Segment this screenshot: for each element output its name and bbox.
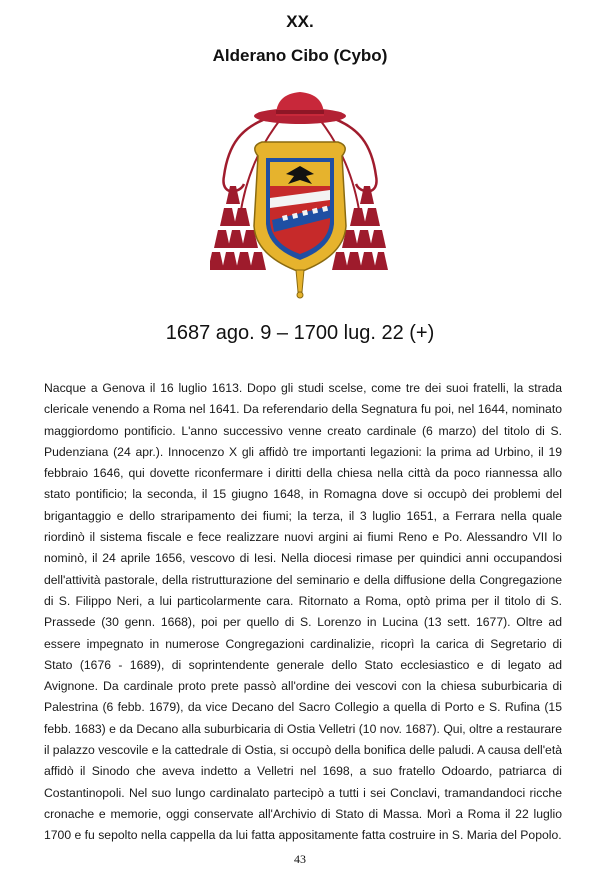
page-number: 43 <box>294 852 306 866</box>
cardinal-coat-of-arms-icon <box>210 86 390 306</box>
tenure-dates: 1687 ago. 9 – 1700 lug. 22 (+) <box>165 322 435 344</box>
biography-paragraph: Nacque a Genova il 16 luglio 1613. Dopo gli studi scelse, come tre dei suoi fratelli, la strada clericale venendo a Roma nel 1641. Da referendario della Segnatura fu poi, nel 1644, nominato maggiordomo pontificio. L'anno successivo venne creato cardinale (6 marzo) del titolo di S. Pudenziana (24 apr.). Innocenzo X gli affidò tre importanti legazioni: la prima ad Urbino, il 19 febbraio 1646, qui dovette riconfermare i diritti della chiesa nella città da poco riannessa allo stato pontificio; la seconda, il 15 giugno 1648, in Romagna dove si occupò dei problemi del brigantaggio e dello straripamento dei fiumi; la terza, il 3 luglio 1651, a Ferrara nella quale riordinò il sistema fiscale e fece realizzare nuovi argini ai fiumi Reno e Po. Alessandro VII lo nominò, il 24 aprile 1656, vescovo di Iesi. Nella diocesi rimase per quindici anni occupandosi dell'attività pastorale, della ristrutturazione del seminario e della diffusione della Congregazione di S. Filippo Neri, a lui particolarmente cara. Ritornato a Roma, optò prima per il titolo di S. Prassede (30 genn. 1668), poi per quello di S. Lorenzo in Lucina (13 sett. 1677). Oltre ad essere impegnato in numerose Congregazioni cardinalizie, ricoprì la carica di Segretario di Stato (1676 - 1689), di soprintendente generale dello Stato ecclesiastico e di legato ad Avignone. Da cardinale proto prete passò all'ordine dei vescovi con la chiesa suburbicaria di Palestrina (6 febb. 1679), da vice Decano del Sacro Collegio a quella di Porto e S. Rufina (15 febb. 1683) e da Decano alla suburbicaria di Ostia Velletri (10 nov. 1687). Qui, oltre a restaurare il palazzo vescovile e la cattedrale di Ostia, si occupò della bonifica delle paludi. A causa dell'età affidò il Sinodo che aveva indetto a Velletri nel 1698, a suo fratello Odoardo, patriarca di Costantinopoli. Nel suo lungo cardinalato partecipò a tutti i sei Conclavi, tramandandoci ricche cronache e memorie, oggi conservate all'Archivio di Stato di Massa. Morì a Roma il 22 luglio 1700 e fu sepolto nella cappella da lui fatta appositamente fatta costruire in S. Maria del Popolo. <box>44 381 562 843</box>
chapter-numeral: XX. <box>286 12 314 31</box>
page-title: Alderano Cibo (Cybo) <box>212 46 388 65</box>
coat-of-arms <box>210 86 390 306</box>
